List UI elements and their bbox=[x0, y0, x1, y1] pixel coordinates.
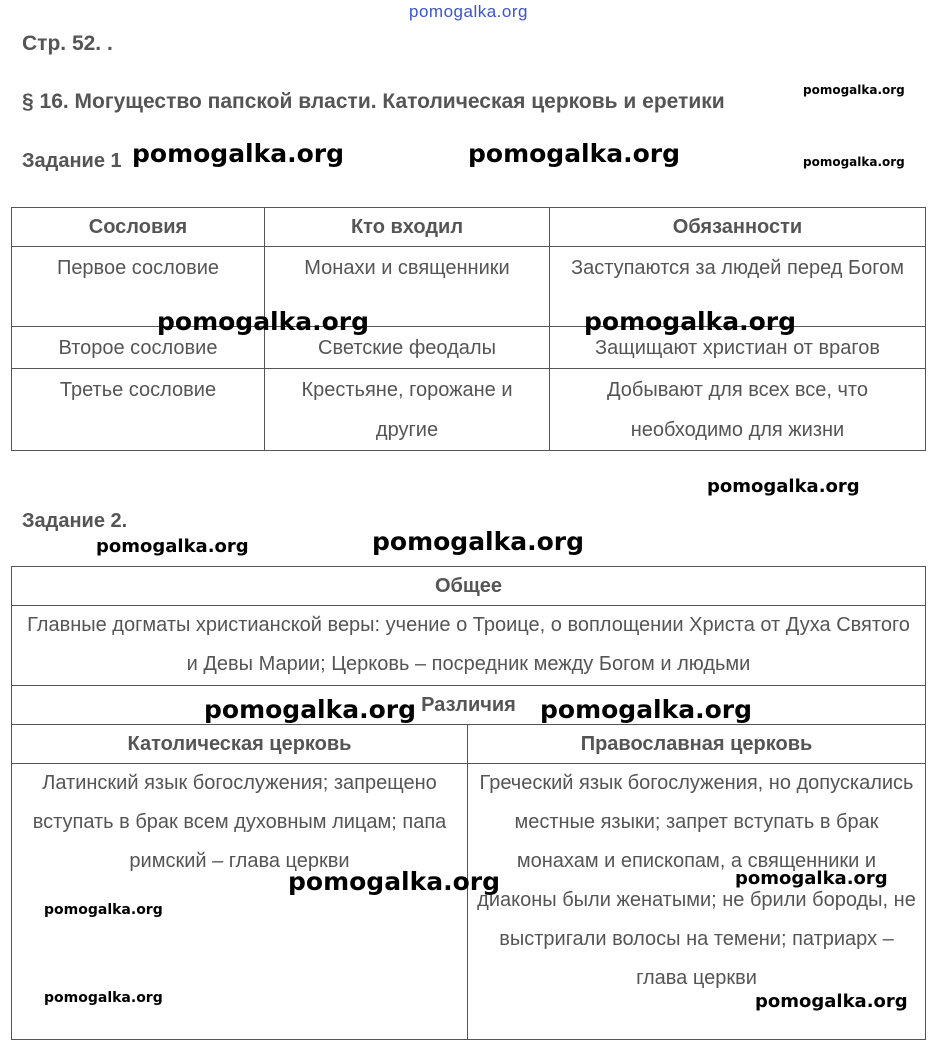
watermark: pomogalka.org bbox=[132, 139, 345, 168]
common-text: Главные догматы христианской веры: учение о Троице, о воплощении Христа от Духа Святого и Девы Марии; Церковь – посредник между Богом и людьми bbox=[12, 606, 926, 686]
watermark: pomogalka.org bbox=[204, 695, 417, 724]
section-title: § 16. Могущество папской власти. Католическая церковь и еретики bbox=[22, 90, 725, 113]
table-cell: Добывают для всех все, что необходимо для жизни bbox=[550, 369, 926, 451]
watermark: pomogalka.org bbox=[468, 139, 681, 168]
table-cell: Первое сословие bbox=[12, 247, 265, 327]
table-cell: Монахи и священники bbox=[265, 247, 550, 327]
orthodox-header: Православная церковь bbox=[468, 725, 926, 764]
watermark: pomogalka.org bbox=[372, 527, 585, 556]
catholic-text: Латинский язык богослужения; запрещено вступать в брак всем духовным лицам; папа римский – глава церкви bbox=[12, 764, 468, 1040]
table-row bbox=[12, 606, 926, 686]
table-row bbox=[12, 567, 926, 606]
watermark: pomogalka.org bbox=[540, 695, 753, 724]
table-cell: Второе сословие bbox=[12, 327, 265, 369]
differences-header: Различия bbox=[12, 686, 926, 725]
table-cell: Светские феодалы bbox=[265, 327, 550, 369]
watermark: pomogalka.org bbox=[584, 307, 797, 336]
task2-title: Задание 2. bbox=[22, 510, 128, 532]
watermark: pomogalka.org bbox=[755, 991, 908, 1012]
watermark: pomogalka.org bbox=[803, 83, 905, 97]
watermark: pomogalka.org bbox=[288, 867, 501, 896]
page-reference: Стр. 52. . bbox=[22, 32, 113, 55]
watermark: pomogalka.org bbox=[44, 902, 163, 918]
task1-title: Задание 1 bbox=[22, 150, 122, 172]
watermark: pomogalka.org bbox=[707, 476, 860, 497]
churches-table bbox=[11, 566, 926, 1040]
table-row bbox=[12, 686, 926, 725]
table-row bbox=[12, 369, 926, 451]
table-cell: Заступаются за людей перед Богом bbox=[550, 247, 926, 327]
site-watermark: pomogalka.org bbox=[409, 2, 528, 21]
column-header: Обязанности bbox=[550, 208, 926, 247]
table-cell: Крестьяне, горожане и другие bbox=[265, 369, 550, 451]
column-header: Кто входил bbox=[265, 208, 550, 247]
table-cell: Защищают христиан от врагов bbox=[550, 327, 926, 369]
watermark: pomogalka.org bbox=[44, 990, 163, 1006]
table-cell: Третье сословие bbox=[12, 369, 265, 451]
table-row bbox=[12, 725, 926, 764]
watermark: pomogalka.org bbox=[735, 868, 888, 889]
column-header: Сословия bbox=[12, 208, 265, 247]
watermark: pomogalka.org bbox=[96, 536, 249, 557]
watermark: pomogalka.org bbox=[803, 155, 905, 169]
watermark: pomogalka.org bbox=[157, 307, 370, 336]
catholic-header: Католическая церковь bbox=[12, 725, 468, 764]
common-header: Общее bbox=[12, 567, 926, 606]
table-header-row bbox=[12, 208, 926, 247]
orthodox-text: Греческий язык богослужения, но допускались местные языки; запрет вступать в брак монахам и епископам, а священники и диаконы были женатыми; не брили бороды, не выстригали волосы на темени; патриарх – глава церкви bbox=[468, 764, 926, 1040]
